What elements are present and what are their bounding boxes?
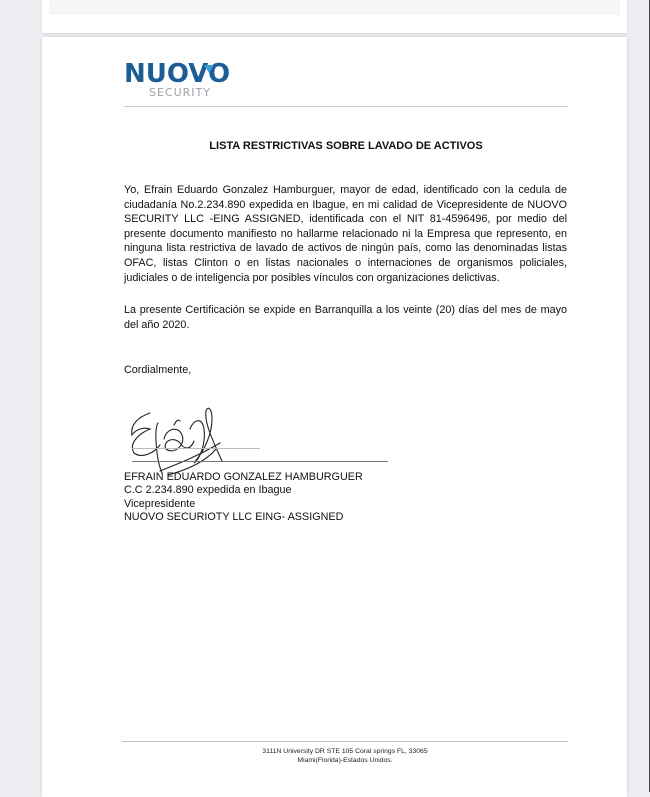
signatory-name: EFRAIN EDUARDO GONZALEZ HAMBURGUER bbox=[124, 471, 363, 483]
viewer-scroll-track[interactable] bbox=[628, 0, 648, 792]
nuovo-security-logo bbox=[124, 60, 244, 102]
logo-subtitle: SECURITY bbox=[149, 86, 211, 99]
document-title: LISTA RESTRICTIVAS SOBRE LAVADO DE ACTIVOS bbox=[209, 140, 483, 152]
footer-address-line2: Miami(Florida)-Estados Unidos. bbox=[297, 757, 393, 764]
signatory-id: C.C 2.234.890 expedida en Ibague bbox=[124, 484, 292, 497]
signatory-block bbox=[124, 471, 363, 525]
document-page bbox=[42, 37, 627, 797]
shield-drop-icon bbox=[204, 65, 214, 73]
footer-address-line1: 3111N University DR STE 105 Coral springs FL, 33065 bbox=[262, 748, 428, 755]
signature-line bbox=[132, 461, 388, 462]
signatory-role: Vicepresidente bbox=[124, 497, 196, 510]
handwritten-signature bbox=[120, 399, 270, 479]
declaration-paragraph: Yo, Efrain Eduardo Gonzalez Hamburguer, mayor de edad, identificado con la cedula de ciudadanía No.2.234.890 expedida en Ibague, en mi calidad de Vicepresidente de NUOVO SECURITY LLC -EING ASSIGNED, identificada con el NIT 81-4596496, por medio del presente documento manifiesto no hallarme relacionado ni la Empresa que represento, en ninguna lista restrictiva de lavado de activos de ningún país, como las denominadas listas OFAC, listas Clinton o en listas nacionales o internaciones de organismos policiales, judiciales o de inteligencia por posibles vínculos con organizaciones delictivas. bbox=[124, 184, 567, 284]
footer-divider bbox=[122, 741, 568, 742]
previous-page-content bbox=[49, 0, 620, 15]
previous-page bbox=[42, 0, 627, 33]
footer-address bbox=[122, 747, 568, 765]
header-divider bbox=[124, 106, 568, 107]
signatory-company: NUOVO SECURIOTY LLC EING- ASSIGNED bbox=[124, 511, 344, 524]
closing-salutation: Cordialmente, bbox=[124, 364, 192, 376]
logo-wordmark: NUOVO bbox=[124, 59, 231, 89]
issuance-paragraph: La presente Certificación se expide en Barranquilla a los veinte (20) días del mes de mayo del año 2020. bbox=[124, 304, 567, 331]
signature-underline-short bbox=[132, 448, 260, 449]
